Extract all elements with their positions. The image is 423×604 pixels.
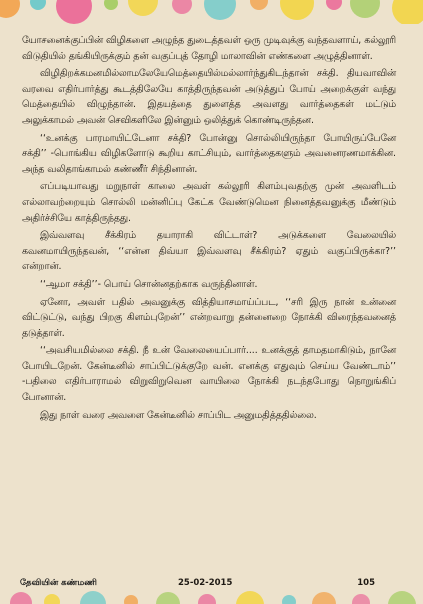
paragraph: ‘‘உனக்கு பாரமாயிட்டேனா சக்தி? போன்னு சொல்லியிருந்தா போயிருப்பேனே சக்தி’’ -பொங்கிய விழிகளோடு கூறிய காட்சியும், வார்த்தைகளும் அவனைரணமாக்கின. அந்த வலிதாங்காமல் கண்ணீர் சிந்தினான். bbox=[22, 132, 396, 175]
paragraph: விழிதிறக்கமனமில்லாமலேயேமெத்தையில்மல்லார்ந்துகிடந்தான் சக்தி. தியவாவின் வரவை எதிர்பார்த்து கூடத்திலேயே காத்திருந்தவன் அடுத்துப் போய் அறைக்குள் வந்து மெத்தையில் விழுந்தான். இதயத்தை துளைத்த அவளது வார்த்தைகள் மட்டும் அலுக்காமல் அவன் செவிகளிலே இன்னும் ஒலித்துக் கொண்டிருந்தன. bbox=[22, 68, 396, 126]
issue-date: 25-02-2015 bbox=[178, 578, 233, 588]
decorative-dots-top bbox=[0, 0, 423, 24]
page-number: 105 bbox=[357, 578, 375, 588]
article-body bbox=[22, 33, 396, 425]
magazine-name: தேவியின் கண்மணி bbox=[20, 578, 97, 588]
paragraph: ஏனோ, அவள் பதில் அவனுக்கு வித்தியாசமாய்ப்பட, ‘‘சரி இரு நான் உன்னை விட்டுட்டு, வந்து பிறகு கிளம்புறேன்’’ என்றவாறு தன்னைறை நோக்கி விரைந்தவனைத் தடுத்தாள். bbox=[22, 296, 396, 339]
paragraph: எப்படியாவது மறுநாள் காலை அவள் கல்லூரி கிளம்புவதற்கு முன் அவளிடம் எல்லாவற்றையும் சொல்லி மன்னிப்பு கேட்க வேண்டுமென நினைத்தவனுக்கு மீண்டும் அதிர்ச்சியே காத்திருந்தது. bbox=[22, 181, 396, 224]
paragraph: இவ்வளவு சீக்கிரம் தயாராகி விட்டாள்? அடுக்களை வேலையில் கவனமாயிருந்தவன், ‘‘என்ன திவ்யா இவ்வளவு சீக்கிரம்? ஏதும் வகுப்பிருக்கா?’’ என்றான். bbox=[22, 230, 396, 273]
paragraph: யோசனைக்குப்பின் விழிகளை அழுந்த துடைத்தவள் ஒரு முடிவுக்கு வந்தவளாய், கல்லூரி விடுதியில் தங்கியிருக்கும் தன் வகுப்புத் தோழி மாலாவின் எண்களை அழுத்தினாள். bbox=[22, 35, 396, 62]
paragraph: ‘‘ஆமா சக்தி’’- பொய் சொன்னதற்காக வருந்தினாள். bbox=[40, 278, 258, 290]
paragraph: ‘‘அவசியமில்லை சக்தி. நீ உன் வேலையைப்பார்.... உனக்குத் தாமதமாகிடும், நானே போயிடறேன். கேன்டீனில் சாப்பிட்டுக்குறே வன். எனக்கு எதுவும் செய்ய வேண்டாம்’’ -பதிலை எதிர்பாராமல் விறுவிறுவென வாயிலை நோக்கி நடந்தபோது நொறுங்கிப் போனான். bbox=[22, 345, 396, 404]
decorative-dots-bottom bbox=[0, 590, 423, 604]
paragraph: இது நாள் வரை அவளை கேன்டீனில் சாப்பிட அனுமதித்ததில்லை. bbox=[40, 409, 317, 421]
